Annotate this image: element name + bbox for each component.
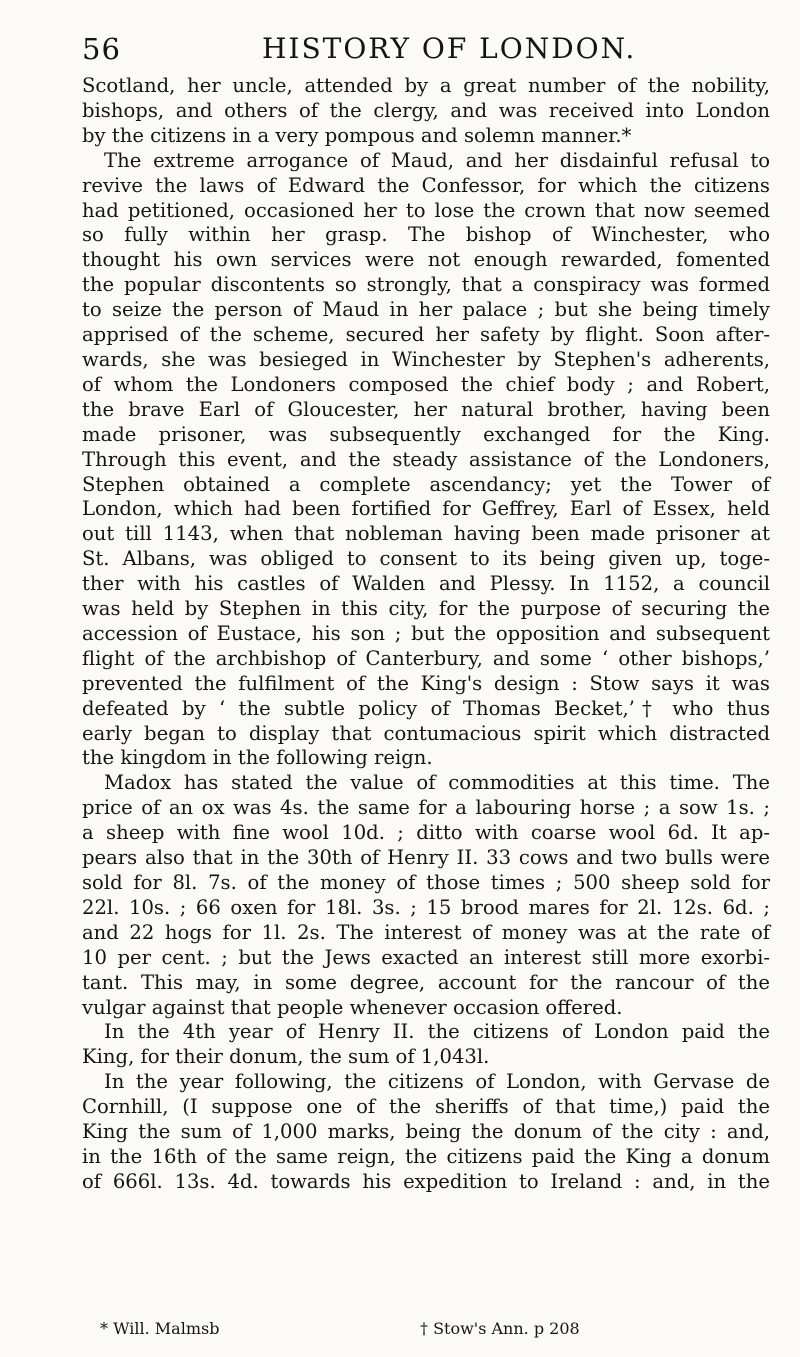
text-line: bishops, and others of the clergy, and was received into London [82,98,770,122]
text-line: In the year following, the citizens of London, with Gervase de [104,1070,770,1094]
text-line: In the 4th year of Henry II. the citizens of London paid the [104,1020,770,1044]
text-line: of whom the Londoners composed the chief body ; and Robert, [82,372,770,396]
text-line: King, for their donum, the sum of 1,043l. [82,1045,490,1069]
text-line: of 666l. 13s. 4d. towards his expedition to Ireland : and, in the [82,1169,770,1193]
text-line: Stephen obtained a complete ascendancy; yet the Tower of [82,472,770,496]
text-line: pears also that in the 30th of Henry II. 33 cows and two bulls were [82,846,770,870]
text-line: prevented the fulfilment of the King's design : Stow says it was [82,671,770,695]
text-line: sold for 8l. 7s. of the money of those times ; 500 sheep sold for [82,871,770,894]
text-line: revive the laws of Edward the Confessor, for which the citizens [82,173,770,197]
text-line: London, which had been fortified for Geffrey, Earl of Essex, held [82,497,770,521]
text-line: so fully within her grasp. The bishop of Winchester, who [82,223,770,247]
text-line: defeated by ‘ the subtle policy of Thomas Becket,’† who thus [82,696,770,720]
text-line: accession of Eustace, his son ; but the opposition and subsequent [82,621,770,645]
text-line: Scotland, her uncle, attended by a great number of the nobility, [82,74,770,97]
running-head: HISTORY OF LONDON. [262,32,637,65]
text-line: ther with his castles of Walden and Plessy. In 1152, a council [82,572,770,596]
text-line: in the 16th of the same reign, the citizens paid the King a donum [82,1144,770,1168]
footnote-malmsbury: * Will. Malmsb [100,1319,220,1338]
text-line: Madox has stated the value of commodities at this time. The [104,771,770,795]
text-line: apprised of the scheme, secured her safety by flight. Soon after- [82,323,770,347]
text-line: 10 per cent. ; but the Jews exacted an interest still more exorbi- [82,945,770,969]
footnote-stow: † Stow's Ann. p 208 [420,1319,580,1338]
text-line: the popular discontents so strongly, that a conspiracy was formed [82,273,770,297]
text-line: tant. This may, in some degree, account for the rancour of the [82,970,770,994]
text-line: a sheep with fine wool 10d. ; ditto with coarse wool 6d. It ap- [82,821,770,845]
text-line: flight of the archbishop of Canterbury, and some ‘ other bishops,’ [82,646,770,670]
text-line: had petitioned, occasioned her to lose the crown that now seemed [82,198,770,222]
text-line: and 22 hogs for 1l. 2s. The interest of money was at the rate of [82,920,770,944]
text-line: the kingdom in the following reign. [82,746,433,770]
text-line: St. Albans, was obliged to consent to its being given up, toge- [82,547,770,571]
text-line: early began to display that contumacious spirit which distracted [82,721,770,745]
text-line: thought his own services were not enough rewarded, fomented [82,248,770,272]
text-line: the brave Earl of Gloucester, her natural brother, having been [82,397,770,421]
text-line: wards, she was besieged in Winchester by Stephen's adherents, [82,347,770,371]
text-line: made prisoner, was subsequently exchanged for the King. [82,422,770,446]
text-line: Cornhill, (I suppose one of the sheriffs of that time,) paid the [82,1095,770,1119]
page-header [82,32,770,82]
text-line: was held by Stephen in this city, for the purpose of securing the [82,597,770,621]
text-line: to seize the person of Maud in her palace ; but she being timely [82,298,770,322]
text-line: 22l. 10s. ; 66 oxen for 18l. 3s. ; 15 brood mares for 2l. 12s. 6d. ; [82,895,770,919]
text-line: The extreme arrogance of Maud, and her disdainful refusal to [104,148,770,172]
text-line: out till 1143, when that nobleman having been made prisoner at [82,522,770,546]
text-line: vulgar against that people whenever occasion offered. [82,995,623,1019]
page-number: 56 [82,32,121,66]
text-line: price of an ox was 4s. the same for a labouring horse ; a sow 1s. ; [82,796,770,820]
body-text [82,74,770,1195]
text-line: King the sum of 1,000 marks, being the donum of the city : and, [82,1120,770,1144]
text-line: by the citizens in a very pompous and solemn manner.* [82,123,632,147]
text-line: Through this event, and the steady assistance of the Londoners, [82,447,770,471]
